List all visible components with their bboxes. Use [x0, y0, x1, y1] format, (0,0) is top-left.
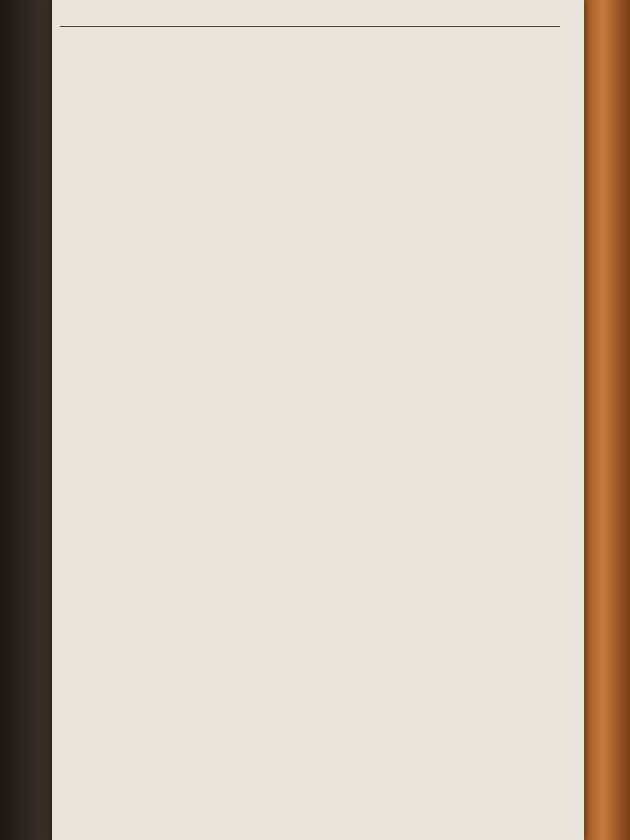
book-left-edge — [0, 0, 52, 840]
table-of-contents — [68, 36, 543, 42]
book-page — [52, 0, 584, 840]
book-spine — [584, 0, 630, 840]
header-rule — [60, 26, 560, 27]
